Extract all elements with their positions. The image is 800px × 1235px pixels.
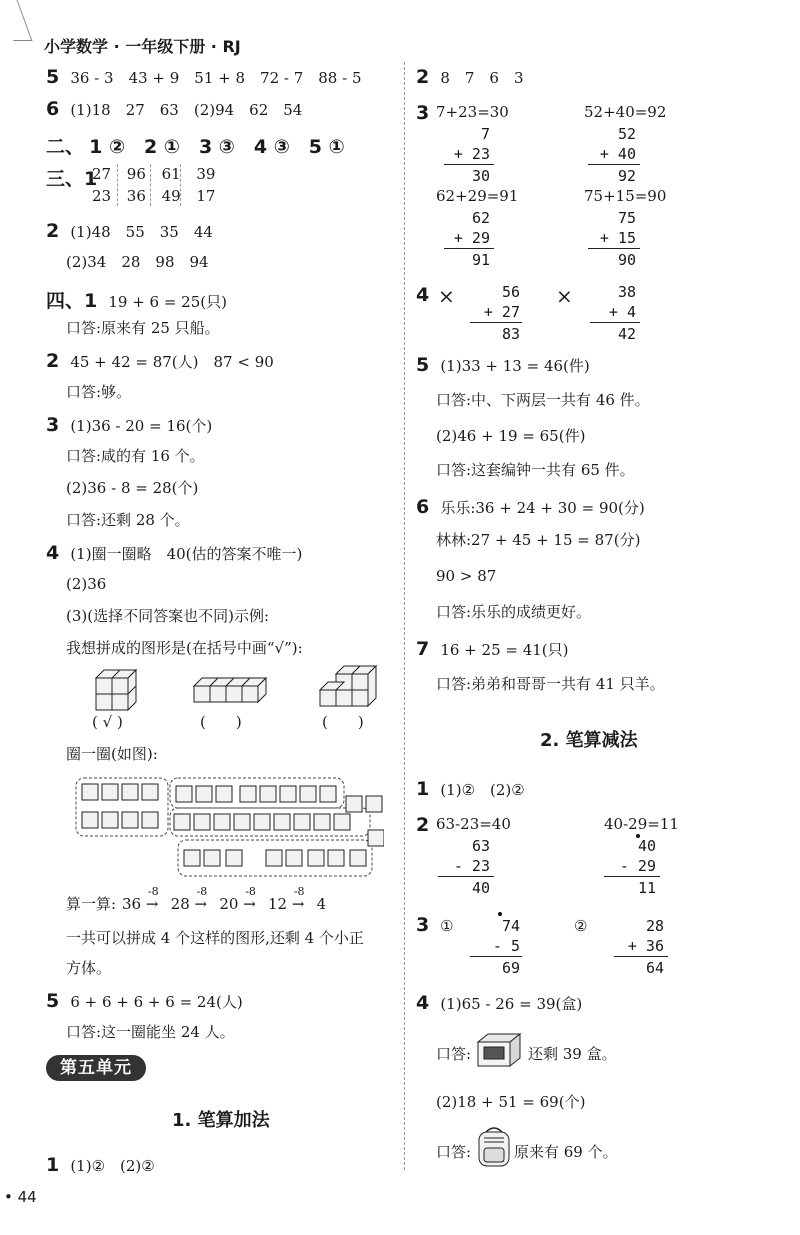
result: 83 (501, 325, 520, 343)
equation: 63-23=40 (436, 815, 511, 833)
calc-op: -8 (245, 885, 256, 898)
right-q5 (416, 354, 590, 376)
answer-text: (2)34 28 98 94 (66, 253, 209, 271)
oral-answer-prefix: 口答: (436, 1143, 472, 1161)
operand: 62 (471, 209, 490, 227)
s2-q4 (416, 992, 582, 1014)
choice-1: ( √ ) (92, 713, 123, 731)
s2-q1 (416, 778, 525, 800)
oral-answer: 还剩 39 盒。 (528, 1045, 617, 1063)
question-number: 4 (416, 284, 430, 306)
answer-text: 36 - 3 43 + 9 51 + 8 72 - 7 88 - 5 (70, 69, 362, 87)
answer-text: (2)46 + 19 = 65(件) (436, 427, 586, 445)
operand: + 15 (599, 229, 636, 247)
grid-divider (150, 164, 151, 206)
vertical-calc (440, 208, 490, 270)
oral-answer: 口答:咸的有 16 个。 (66, 447, 205, 465)
choice-3: ( ) (322, 713, 364, 731)
operand: 63 (471, 837, 490, 855)
result: 42 (617, 325, 636, 343)
calc-chain (122, 885, 327, 914)
operand: 38 (617, 283, 636, 301)
operand: + 29 (453, 229, 490, 247)
vertical-calc (440, 124, 490, 186)
question-number: 3 (416, 914, 430, 936)
calc-rule (470, 956, 522, 957)
result: 91 (471, 251, 490, 269)
answer-text: (3)(选择不同答案也不同)示例: (66, 607, 270, 625)
calc-rule (590, 322, 640, 323)
box-icon (474, 1030, 524, 1070)
equation: 7+23=30 (436, 103, 509, 121)
calc-value: 36 (122, 895, 142, 913)
column-divider (404, 62, 405, 1170)
calc-row (66, 894, 116, 914)
oral-answer-prefix: 口答: (436, 1045, 472, 1063)
operand: 75 (617, 209, 636, 227)
wrong-mark: × (556, 284, 573, 308)
calc-rule (444, 164, 494, 165)
answer-text: (1)② (2)② (440, 781, 525, 799)
calc-op: -8 (293, 885, 305, 898)
question-number: 5 (46, 66, 60, 88)
grid-row-2 (92, 186, 226, 206)
item-marker: ① (440, 917, 454, 935)
unit-badge: 第五单元 (46, 1055, 146, 1081)
grid-cell: 61 (161, 165, 181, 183)
calc-value: 20 (219, 895, 239, 913)
calc-rule (588, 164, 640, 165)
right-q2 (416, 66, 524, 88)
calc-rule (444, 248, 494, 249)
answer-text: (1)48 55 35 44 (70, 223, 213, 241)
answer-text: 6 + 6 + 6 + 6 = 24(人) (70, 993, 243, 1011)
circled-cubes-illustration (74, 774, 384, 884)
book-title: 小学数学 · 一年级下册 · RJ (44, 37, 241, 56)
equation: 40-29=11 (604, 815, 679, 833)
s4-q3 (46, 414, 212, 436)
operand: 74 (501, 917, 520, 935)
grid-divider (117, 164, 118, 206)
operand: + 40 (599, 145, 636, 163)
section-title-addition: 1. 笔算加法 (172, 1110, 270, 1131)
calc-value: 4 (316, 895, 327, 913)
operand: 56 (501, 283, 520, 301)
operand: - 29 (619, 857, 656, 875)
cube-figures (90, 664, 390, 714)
result: 69 (501, 959, 520, 977)
oral-answer: 口答:弟弟和哥哥一共有 41 只羊。 (436, 675, 665, 693)
result: 11 (637, 879, 656, 897)
calc-value: 12 (267, 895, 288, 913)
question-number: 5 (416, 354, 430, 376)
result: 92 (617, 167, 636, 185)
answer-text: 45 + 42 = 87(人) 87 < 90 (70, 353, 274, 371)
question-number: 1 (84, 168, 98, 190)
calc-arrow: -8 → (146, 894, 166, 914)
question-number: 4 (46, 542, 60, 564)
question-number: 5 (46, 990, 60, 1012)
operand: + 27 (483, 303, 520, 321)
operand: - 23 (453, 857, 490, 875)
vertical-calc (466, 282, 520, 344)
answer-text: 16 + 25 = 41(只) (440, 641, 569, 659)
grid-row-1 (92, 164, 226, 184)
calc-value: 28 (170, 895, 190, 913)
s4-q1 (46, 286, 227, 313)
question-number: 1 (416, 778, 430, 800)
question-number: 2 (416, 814, 430, 836)
vertical-calc (586, 282, 636, 344)
calc-rule (614, 956, 668, 957)
answer-text: 一共可以拼成 4 个这样的图形,还剩 4 个小正 (66, 929, 364, 947)
calc-op: -8 (196, 885, 208, 898)
answer-text: 1 ② 2 ① 3 ③ 4 ③ 5 ① (89, 136, 345, 158)
equation: 75+15=90 (584, 187, 667, 205)
answer-text: (1)33 + 13 = 46(件) (440, 357, 590, 375)
item-marker: ② (574, 917, 588, 935)
calc-op: -8 (147, 885, 159, 898)
answer-text: 19 + 6 = 25(只) (108, 293, 227, 311)
grid-divider (180, 164, 181, 206)
cube-figure-step-2 (320, 666, 376, 706)
vertical-calc (468, 916, 520, 978)
calc-arrow: -8 → (243, 894, 263, 914)
calc-arrow: -8 → (292, 894, 312, 914)
calc-rule (604, 876, 660, 877)
answer-text: (1)36 - 20 = 16(个) (70, 417, 213, 435)
oral-answer: 口答:中、下两层一共有 46 件。 (436, 391, 650, 409)
question-number: 2 (416, 66, 430, 88)
right-q7 (416, 638, 569, 660)
cube-figure-2x2x2 (96, 670, 136, 710)
result: 40 (471, 879, 490, 897)
answer-text: 90 > 87 (436, 567, 497, 585)
vertical-calc (438, 836, 490, 898)
grid-cell: 23 (92, 187, 112, 205)
answer-text: 方体。 (66, 959, 112, 977)
s4-q5 (46, 990, 243, 1012)
answer-text: 乐乐:36 + 24 + 30 = 90(分) (440, 499, 645, 517)
result: 64 (645, 959, 664, 977)
grid-cell: 39 (196, 165, 216, 183)
answer-text: (1)18 27 63 (2)94 62 54 (70, 101, 303, 119)
circle-label: 圈一圈(如图): (66, 745, 158, 763)
right-q6 (416, 496, 645, 518)
answer-text: 林林:27 + 45 + 15 = 87(分) (436, 531, 641, 549)
cube-figure-step (194, 678, 266, 702)
grid-cell: 27 (92, 165, 112, 183)
s4-q4 (46, 542, 302, 564)
answer-text: (2)36 - 8 = 28(个) (66, 479, 199, 497)
equation: 52+40=92 (584, 103, 667, 121)
s3-q2 (46, 220, 213, 242)
question-number: 1 (46, 1154, 60, 1176)
question-number: 7 (416, 638, 430, 660)
operand: 28 (645, 917, 664, 935)
calc-arrow: -8 → (195, 894, 215, 914)
section-label: 四、 (46, 290, 85, 312)
calc-rule (470, 322, 522, 323)
oral-answer: 口答:这一圈能坐 24 人。 (66, 1023, 235, 1041)
question-number: 1 (84, 290, 98, 312)
section-three (46, 164, 97, 191)
vertical-calc (604, 836, 656, 898)
operand: 7 (480, 125, 490, 143)
s1-q1 (46, 1154, 155, 1176)
result: 30 (471, 167, 490, 185)
oral-answer: 原来有 69 个。 (514, 1143, 618, 1161)
page-header-corner (0, 0, 32, 41)
result: 90 (617, 251, 636, 269)
question-number: 2 (46, 220, 60, 242)
answer-text: 我想拼成的图形是(在括号中画“√”): (66, 639, 303, 657)
section-label: 三、 (46, 168, 85, 190)
left-q6 (46, 98, 302, 120)
oral-answer: 口答:乐乐的成绩更好。 (436, 603, 592, 621)
operand: 52 (617, 125, 636, 143)
question-number: 6 (46, 98, 60, 120)
answer-text: (2)18 + 51 = 69(个) (436, 1093, 586, 1111)
section-two (46, 132, 345, 159)
question-number: 3 (416, 102, 430, 124)
oral-answer: 口答:够。 (66, 383, 132, 401)
answer-text: (1)② (2)② (70, 1157, 155, 1175)
grid-cell: 96 (126, 165, 146, 183)
calc-rule (438, 876, 494, 877)
vertical-calc (586, 124, 636, 186)
section-label: 二、 (46, 136, 85, 158)
question-number: 2 (46, 350, 60, 372)
choice-2: ( ) (200, 713, 242, 731)
grid-cell: 17 (196, 187, 216, 205)
operand: + 4 (608, 303, 636, 321)
left-q5 (46, 66, 362, 88)
question-number: 4 (416, 992, 430, 1014)
question-number: 6 (416, 496, 430, 518)
calc-rule (588, 248, 640, 249)
operand: - 5 (492, 937, 520, 955)
s4-q2 (46, 350, 274, 372)
oral-answer: 口答:还剩 28 个。 (66, 511, 190, 529)
question-number: 3 (46, 414, 60, 436)
calc-label: 算一算: (66, 895, 117, 913)
operand: + 36 (627, 937, 664, 955)
operand: 40 (637, 837, 656, 855)
wrong-mark: × (438, 284, 455, 308)
operand: + 23 (453, 145, 490, 163)
grid-cell: 36 (126, 187, 146, 205)
vertical-calc (586, 208, 636, 270)
equation: 62+29=91 (436, 187, 519, 205)
answer-text: 8 7 6 3 (440, 69, 524, 87)
oral-answer: 口答:这套编钟一共有 65 件。 (436, 461, 635, 479)
backpack-icon (474, 1124, 514, 1170)
oral-answer: 口答:原来有 25 只船。 (66, 319, 220, 337)
answer-text: (2)36 (66, 575, 107, 593)
answer-text: (1)圈一圈略 40(估的答案不唯一) (70, 545, 303, 563)
page-number: • 44 (4, 1188, 37, 1206)
vertical-calc (612, 916, 664, 978)
grid-cell: 49 (161, 187, 181, 205)
section-title-subtraction: 2. 笔算减法 (540, 730, 638, 751)
answer-text: (1)65 - 26 = 39(盒) (440, 995, 583, 1013)
